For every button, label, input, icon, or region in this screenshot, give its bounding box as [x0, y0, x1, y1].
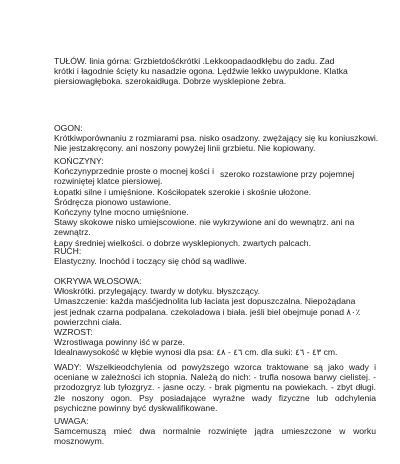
okrywa-line: Umaszczenie: każda maśćjednolita lub łaciata jest dopuszczalna. Niepożądana [54, 296, 356, 307]
section-okrywa [54, 276, 376, 327]
section-wzrost [54, 327, 376, 358]
section-konczyny [54, 156, 376, 248]
section-ruch [54, 246, 376, 266]
ruch-line: Elastyczny. Inochód i toczący się chód są wadliwe. [54, 256, 247, 267]
konczyny-heading: KOŃCZYNY: [54, 156, 104, 166]
okrywa-line: Włoskrótki. przylegający. twardy w dotyku. błyszczący. [54, 286, 260, 297]
konczyny-line: rozwiniętej klatce piersiowej. [54, 176, 163, 187]
konczyny-line: Łapy średniej wielkości. o dobrze wysklepionych. zwartych palcach. [54, 237, 311, 248]
section-tulow [54, 56, 376, 87]
konczyny-line: Kończyny tylne mocno umięśnione. [54, 207, 189, 218]
tulow-line: krótki i łagodnie ścięty ku nasadzie ogona. Lędźwie lekko uwypuklone. Klatka [54, 66, 348, 77]
konczyny-line: Kończynyprzednie proste o mocnej kości i [54, 166, 215, 177]
wady-paragraph: WADY: Wszelkieodchylenia od powyższego wzorca traktowane są jako wady i oceniane w zależności ich stopnia. Należą do nich: - trufla nosowa barwy cielistej. - przodozgryz lub tyłozgryz. - jasne oczy. - brak pigmentu na powiekach. - zbyt długi. źle noszony ogon. Psy posiadające wyraźne wady fizyczne lub odchylenia psychiczne powinny być dyskwalifikowane. [54, 362, 376, 413]
tulow-line: piersiowagłęboka. szerokaidługa. Dobrze wysklepione żebra. [54, 76, 287, 87]
konczyny-line: zewnątrz. [54, 227, 91, 238]
section-ogon [54, 123, 379, 154]
ruch-heading: RUCH: [54, 246, 82, 256]
konczyny-front-legs [54, 166, 376, 186]
ogon-heading: OGON: [54, 123, 83, 133]
okrywa-heading: OKRYWA WŁOSOWA: [54, 276, 142, 286]
konczyny-front-right: szeroko rozstawione przy pojemnej [220, 169, 355, 180]
okrywa-line: jest jednak czarna podpalana. czekoladowa i biała. jeśli biel obejmuje ponad ٨٠٪ [54, 306, 361, 317]
okrywa-line: powierzchni ciała. [54, 316, 122, 327]
section-uwaga [54, 416, 376, 447]
wzrost-heading: WZROST: [54, 327, 93, 337]
tulow-line: TUŁÓW. linia górna: Grzbietdośćkrótki .Lekkoopadaodkłębu do zadu. Zad [54, 56, 335, 66]
konczyny-line: Stawy skokowe nisko umiejscowione. nie wykrzywione ani do wewnątrz. ani na [54, 217, 355, 228]
ogon-line: Krótkiwporównaniu z rozmiarami psa. nisko osadzony. zwężający się ku koniuszkowi. [54, 133, 379, 144]
konczyny-front-left [54, 166, 214, 186]
uwaga-paragraph: Samcemuszą mieć dwa normalnie rozwinięte jądra umieszczone w worku mosznowym. [54, 426, 376, 447]
ogon-line: Nie jestzakręcony. ani noszony powyżej linii grzbietu. Nie kopiowany. [54, 143, 316, 154]
uwaga-heading: UWAGA: [54, 416, 89, 426]
konczyny-line: Śródręcza pionowo ustawione. [54, 196, 172, 207]
konczyny-line: Łopatki silne i umięśnione. Kościłopatek szerokie i skośnie ułożone. [54, 186, 311, 197]
wzrost-line: Idealnawysokość w kłębie wynosi dla psa: ٤٦ - ٤٨ cm. dla suki: ٤٣ - ٤٦ cm. [54, 347, 338, 358]
section-wady [54, 362, 376, 413]
wzrost-line: Wzrostiwaga powinny iść w parze. [54, 337, 185, 348]
